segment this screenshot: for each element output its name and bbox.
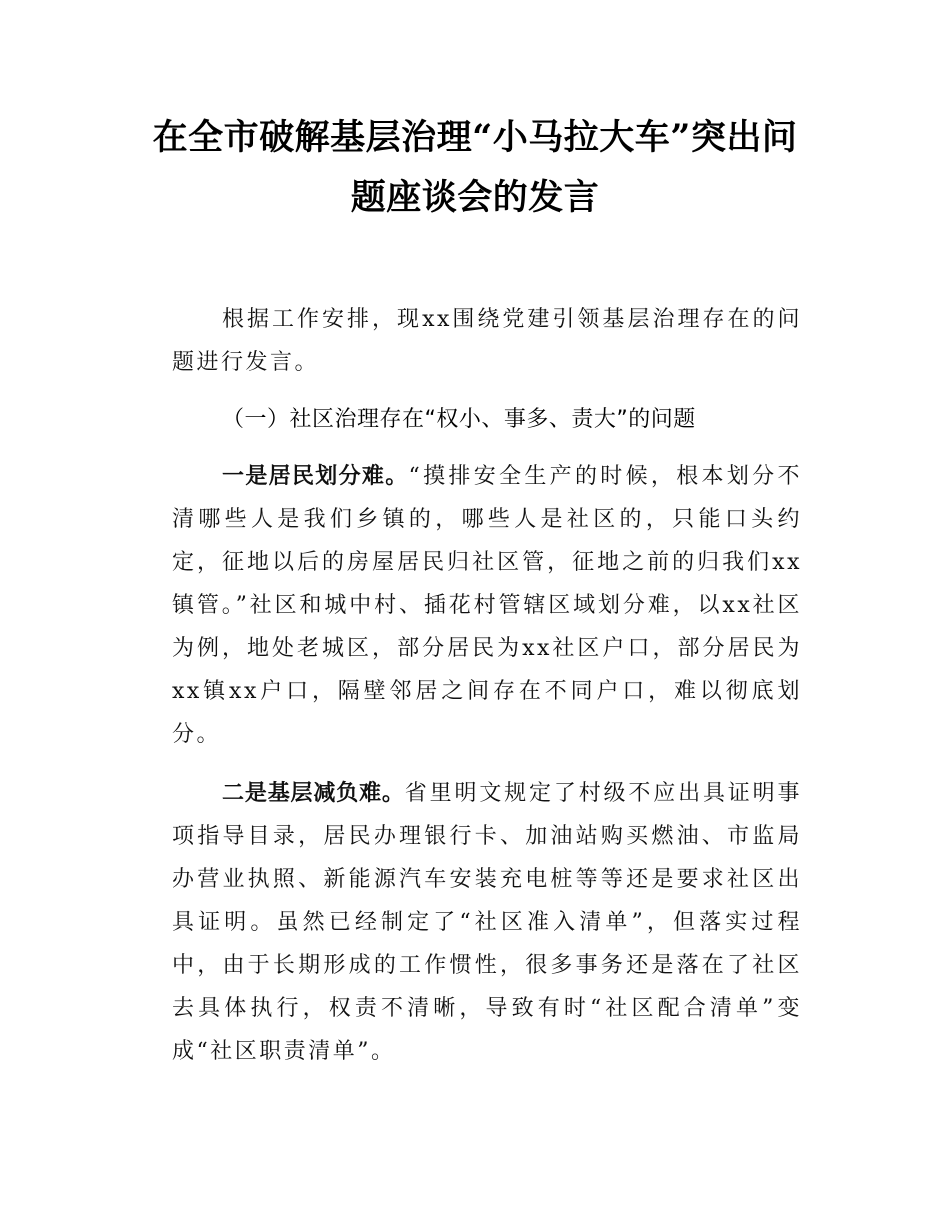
section-heading: （一）社区治理存在“权小、事多、责大”的问题 (222, 407, 696, 432)
document-title: 在全市破解基层治理“小马拉大车”突出问题座谈会的发言 (152, 117, 798, 218)
paragraph-lead: 二是基层减负难。 (222, 781, 405, 806)
paragraph-text: “摸排安全生产的时候，根本划分不清哪些人是我们乡镇的，哪些人是社区的，只能口头约定，征地以后的房屋居民归社区管，征地之前的归我们xx镇管。”社区和城中村、插花村管辖区域划分难，以xx社区为例，地处老城区，部分居民为xx社区户口，部分居民为xx镇xx户口，隔壁邻居之间存在不同户口，难以彻底划分。 (172, 464, 802, 747)
paragraph-text: 省里明文规定了村级不应出具证明事项指导目录，居民办理银行卡、加油站购买燃油、市监局办营业执照、新能源汽车安装充电桩等等还是要求社区出具证明。虽然已经制定了“社区准入清单”，但落实过程中，由于长期形成的工作惯性，很多事务还是落在了社区去具体执行，权责不清晰，导致有时“社区配合清单”变成“社区职责清单”。 (172, 781, 802, 1064)
document-body (172, 298, 802, 1073)
paragraph-lead: 一是居民划分难。 (222, 464, 409, 489)
paragraph-resident-division (172, 455, 802, 756)
paragraph-burden-reduction (172, 772, 802, 1073)
intro-paragraph: 根据工作安排，现xx围绕党建引领基层治理存在的问题进行发言。 (172, 307, 802, 375)
